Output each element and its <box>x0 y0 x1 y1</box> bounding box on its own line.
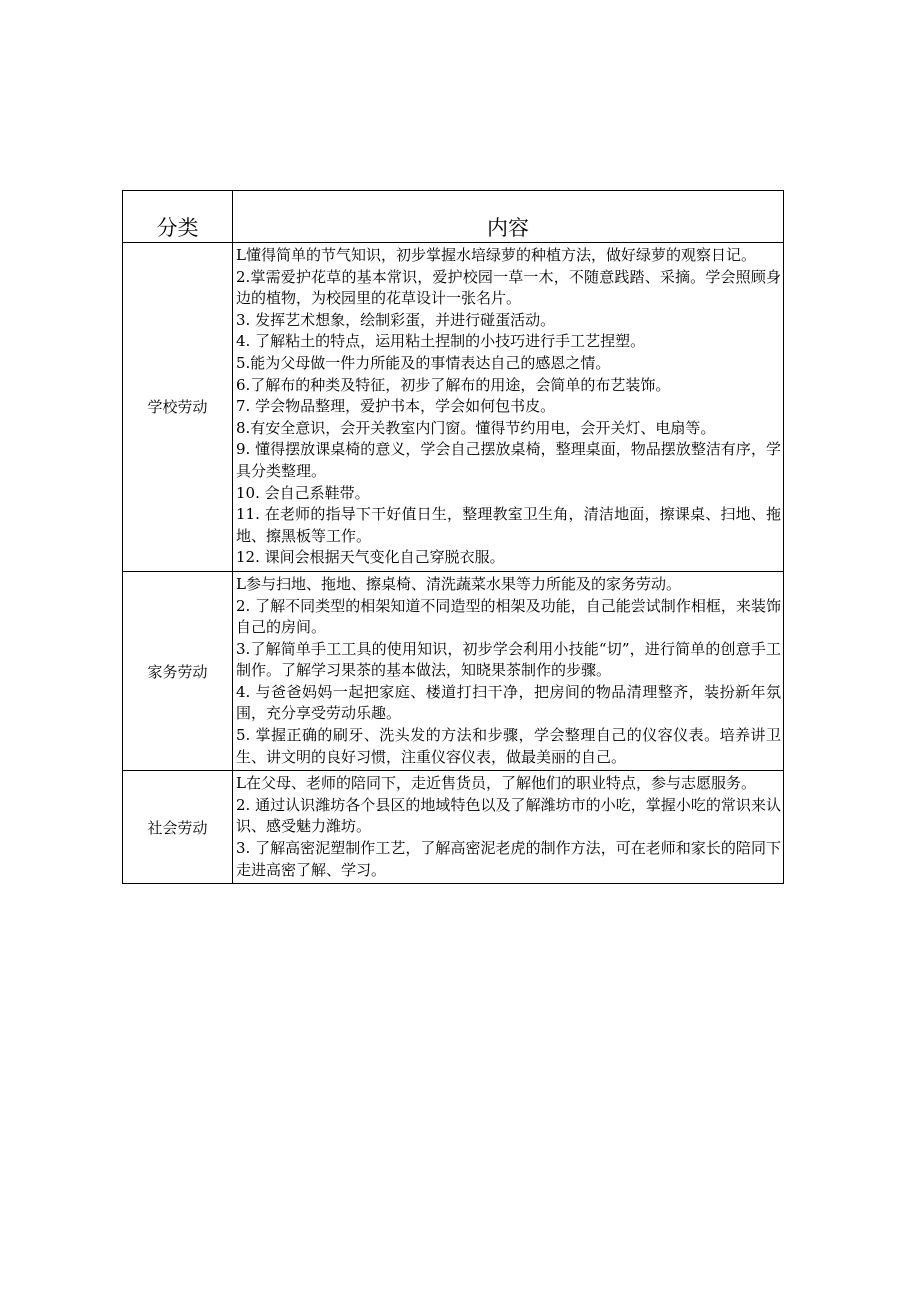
list-item: 4. 与爸爸妈妈一起把家庭、楼道打扫干净，把房间的物品清理整齐，装扮新年氛围，充分享受劳动乐趣。 <box>236 682 781 723</box>
list-item: 6.了解布的种类及特征，初步了解布的用途，会简单的布艺装饰。 <box>236 375 671 394</box>
list-item: 3. 了解高密泥塑制作工艺，了解高密泥老虎的制作方法，可在老师和家长的陪同下走进高密了解、学习。 <box>236 839 781 879</box>
table-row <box>123 771 784 884</box>
list-item: L参与扫地、拖地、擦桌椅、清洗蔬菜水果等力所能及的家务劳动。 <box>236 574 681 593</box>
category-cell: 家务劳动 <box>123 571 233 770</box>
list-item: 3. 发挥艺术想象，绘制彩蛋，并进行碰蛋活动。 <box>236 310 556 329</box>
list-item: 5.能为父母做一件力所能及的事情表达自己的感恩之情。 <box>236 353 611 372</box>
list-item: 2. 通过认识潍坊各个县区的地域特色以及了解潍坊市的小吃，掌握小吃的常识来认识、感受魅力潍坊。 <box>236 795 781 836</box>
curriculum-table <box>122 190 784 884</box>
list-item: L懂得简单的节气知识，初步掌握水培绿萝的种植方法，做好绿萝的观察日记。 <box>236 246 756 264</box>
category-cell: 学校劳动 <box>123 243 233 572</box>
content-cell <box>233 243 784 572</box>
table-row <box>123 571 784 770</box>
table-header-row <box>123 191 784 243</box>
content-cell <box>233 571 784 770</box>
list-item: 4. 了解粘土的特点，运用粘土捏制的小技巧进行手工艺捏塑。 <box>236 332 646 351</box>
list-item: 11. 在老师的指导下干好值日生，整理教室卫生角，清洁地面，擦课桌、扫地、拖地、擦黑板等工作。 <box>236 505 781 545</box>
list-item: 7. 学会物品整理，爱护书本，学会如何包书皮。 <box>236 397 556 416</box>
list-item: 2.掌需爱护花草的基本常识，爱护校园一草一木，不随意践踏、采摘。学会照顾身边的植物，为校园里的花草设计一张名片。 <box>236 267 781 308</box>
list-item: 2. 了解不同类型的相架知道不同造型的相架及功能，自己能尝试制作相框，来装饰自己的房间。 <box>236 596 781 637</box>
list-item: 12. 课间会根据天气变化自己穿脱衣服。 <box>236 548 505 567</box>
table-row <box>123 243 784 572</box>
header-category: 分类 <box>123 191 233 243</box>
list-item: 5. 掌握正确的刷牙、洗头发的方法和步骤，学会整理自己的仪容仪表。培养讲卫生、讲文明的良好习惯，注重仪容仪表，做最美丽的自己。 <box>236 726 781 766</box>
content-cell <box>233 771 784 884</box>
category-cell: 社会劳动 <box>123 771 233 884</box>
list-item: L在父母、老师的陪同下，走近售货员，了解他们的职业特点，参与志愿服务。 <box>236 774 756 793</box>
list-item: 3.了解简单手工工具的使用知识，初步学会利用小技能“切”，进行简单的创意手工制作。了解学习果茶的基本做法，知晓果茶制作的步骤。 <box>236 639 781 680</box>
list-item: 8.有安全意识，会开关教室内门窗。懂得节约用电，会开关灯、电扇等。 <box>236 418 716 437</box>
list-item: 10. 会自己系鞋带。 <box>236 483 370 502</box>
list-item: 9. 懂得摆放课桌椅的意义，学会自己摆放桌椅，整理桌面，物品摆放整洁有序，学具分类整理。 <box>236 440 781 480</box>
header-content: 内容 <box>233 191 784 243</box>
